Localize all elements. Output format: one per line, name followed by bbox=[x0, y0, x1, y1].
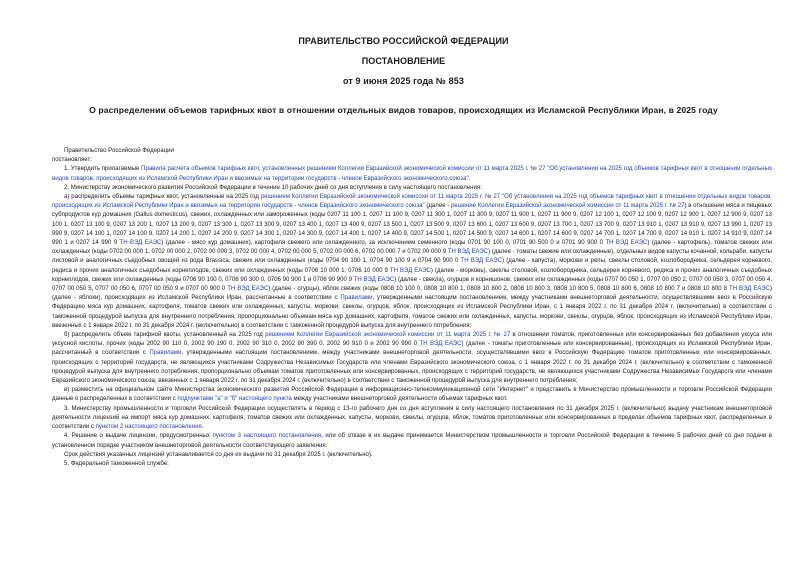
subparagraph-v bbox=[52, 386, 772, 404]
text: ) (далее - картофель), томатов свежих или охлажденных (коды 0702 00 000 1, 0702 00 000 2, 0702 00 000 3, 0702 00 000 4, 0702 00 000 5, 0702 00 000 6, 0702 00 000 7 и 0702 00 000 9 bbox=[52, 240, 772, 256]
text: , утвержденными настоящим постановлением, между участниками внешнеторговой деятельности, осуществлявшими ввоз в Российскую Федерацию мяса кур домашних, картофеля, томатов свежих или охлажденных, капусты, моркови, свеклы, огурцов, яблок, происходящих из Исламской Республики Иран, с 1 января 2022 г. по 31 декабря 2024 г. (включительно) в соответствии с таможенной процедурой выпуска для внутреннего потребления, пропорционально объемам мяса кур домашних, картофеля, томатов свежих или охлажденных, капусты, моркови, свеклы, огурцов, яблок, происходящих из Исламской Республики Иран, ввезенных с 1 января 2022 г. по 31 декабря 2024 г. (включительно) в соответствии с таможенной процедурой выпуска для внутреннего потребления; bbox=[52, 295, 772, 329]
commission-decision-link[interactable]: решением Коллегии Евразийской экономической комиссии от 11 марта 2025 г. № 27 "Об установлении на 2025 год объемов тарифных квот в отношении отдельных видов товаров, происходящих из Исламской Республики Иран и ввозимых на территории государств - членов Евразийского экономического союза" bbox=[52, 194, 772, 210]
text: б) распределить объем тарифной квоты, установленный на 2025 год bbox=[64, 332, 266, 339]
tn-ved-link[interactable]: ТН ВЭД ЕАЭС bbox=[460, 258, 502, 265]
issuing-authority: ПРАВИТЕЛЬСТВО РОССИЙСКОЙ ФЕДЕРАЦИИ bbox=[298, 36, 509, 46]
text: ) (далее - яблоки), происходящих из Исламской Республики Иран, рассчитанные в соответствии с bbox=[52, 286, 772, 302]
paragraph-2: 2. Министерству экономического развития Российской Федерации в течение 10 рабочих дней со дня вступления в силу настоящего постановления: bbox=[64, 184, 482, 191]
resolves-line: постановляет: bbox=[52, 157, 92, 164]
rules-link[interactable]: Правилами bbox=[340, 295, 373, 302]
paragraph-4 bbox=[52, 432, 772, 450]
text: ) (далее - томаты свежие или охлажденные), отдельных видов капусты кочанной, кольраби, капусты листовой и аналогичных съедобных овощей из рода Brassica, свежих или охлажденных (коды 0704 90 100 1, 0704 90 100 9 и 0704 90 900 0 bbox=[52, 249, 773, 265]
paragraph-5: 5. Федеральной таможенной службе: bbox=[64, 460, 169, 467]
rules-link[interactable]: Правилами bbox=[149, 350, 182, 357]
subparagraph-a bbox=[52, 193, 772, 331]
document-body bbox=[52, 147, 772, 469]
text: ) (далее - мясо кур домашних), картофеля свежего или охлажденного, за исключением семенного (коды 0701 90 100 0, 0701 90 500 0 и 0701 90 900 0 bbox=[161, 240, 606, 247]
text: а) распределить объемы тарифных квот, установленные на 2025 год bbox=[64, 194, 261, 201]
text: , утвержденными настоящим постановлением, между участниками внешнеторговой деятельности, осуществлявшими ввоз в Российскую Федерацию томатов приготовленных или консервированных, происходящих с территорий государств, не являющихся участниками Содружества Независимых Государств или членами Евразийского экономического союза, с 1 января 2022 г. по 31 декабря 2024 г. (включительно) в соответствии с таможенной процедурой выпуска для внутреннего потребления, пропорционально объемам томатов приготовленных или консервированных, происходящих с территорий государств, не являющихся участниками Содружества Независимых Государств или членами Евразийского экономического союза, ввезенных с 1 января 2022 г. по 31 декабря 2024 г. (включительно) в соответствии с таможенной процедурой выпуска для внутреннего потребления; bbox=[52, 350, 772, 385]
paragraph-3-link[interactable]: пунктом 3 настоящего постановления bbox=[212, 433, 322, 440]
text: . bbox=[468, 175, 471, 182]
text: ) (далее - томаты приготовленные или консервированные), происходящих из Исламской Республики Иран, рассчитанный в соответствии с bbox=[52, 341, 773, 357]
tn-ved-link[interactable]: ТН ВЭД ЕАЭС bbox=[119, 240, 162, 247]
document-title: О распределении объемов тарифных квот в отношении отдельных видов товаров, происходящих из Исламской Республики Иран, в 2025 году bbox=[89, 105, 718, 115]
text: 4. Решение о выдаче лицензии, предусмотренных bbox=[64, 433, 213, 440]
intro-line: Правительство Российской Федерации bbox=[64, 148, 174, 154]
subparagraphs-link[interactable]: подпунктами "а" и "б" настоящего пункта bbox=[177, 396, 292, 403]
text: , или об отказе в их выдаче принимается Министерством промышленности и торговли Российской Федерации в течение 5 рабочих дней со дня подачи в установленном порядке участником внешнеторговой деятельности соответствующего заявления. bbox=[52, 433, 772, 449]
tn-ved-link[interactable]: ТН ВЭД ЕАЭС bbox=[353, 276, 395, 283]
paragraph-1 bbox=[52, 165, 772, 183]
text: ) (далее - свекла), огурцов и корнишонов, свежих или охлажденных (коды 0707 00 050 1, 0707 00 050 2, 0707 00 050 3, 0707 00 050 4, 0707 00 050 5, 0707 00 050 6, 0707 00 050 9 и 0707 00 900 0 bbox=[52, 276, 773, 293]
commission-decision-link[interactable]: решение Коллегии Евразийской экономической комиссии от 11 марта 2025 г. № 27 bbox=[450, 203, 685, 210]
document-type: ПОСТАНОВЛЕНИЕ bbox=[361, 56, 446, 66]
paragraph-2-link[interactable]: пунктом 2 настоящего постановления bbox=[95, 424, 202, 431]
tn-ved-link[interactable]: ТН ВЭД ЕАЭС bbox=[605, 240, 648, 247]
tn-ved-link[interactable]: ТН ВЭД ЕАЭС bbox=[227, 286, 269, 293]
text: 3. Министерству промышленности и торговли Российской Федерации осуществлять в период с 13-го рабочего дня со дня вступления в силу настоящего постановления по 31 декабря 2025 г. (включительно) выдачу участникам внешнеторговой деятельности лицензий на импорт мяса кур домашних, картофеля, томатов свежих или охлажденных, капусты, моркови, свеклы, огурцов, яблок, томатов приготовленных или консервированных в пределах объемов тарифных квот, распределенных в соответствии с bbox=[52, 405, 772, 431]
text: ) в отношении мяса и пищевых субпродуктов кур домашних (Gallus domesticus), свежих, охлажденных или замороженных (коды 0207 11 100 1, 0207 11 100 9, 0207 11 300 1, 0207 11 300 9, 0207 11 900 1, 0207 11 900 9, 0207 12 100 1, 0207 12 100 9, 0207 12 900 1, 0207 12 900 9, 0207 13 100 1, 0207 13 100 9, 0207 13 200 1, 0207 13 200 9, 0207 13 300 1, 0207 13 300 9, 0207 13 400 1, 0207 13 400 9, 0207 13 500 1, 0207 13 500 9, 0207 13 600 1, 0207 13 600 9, 0207 13 700 1, 0207 13 700 9, 0207 13 910 1, 0207 13 910 9, 0207 13 990 1, 0207 13 990 9, 0207 14 100 1, 0207 14 100 9, 0207 14 200 1, 0207 14 200 9, 0207 14 300 1, 0207 14 300 9, 0207 14 400 1, 0207 14 400 9, 0207 14 500 1, 0207 14 500 9, 0207 14 600 1, 0207 14 600 9, 0207 14 700 1, 0207 14 700 9, 0207 14 910 1, 0207 14 910 9, 0207 14 990 1 и 0207 14 990 9 bbox=[52, 203, 772, 247]
tn-ved-link[interactable]: ТН ВЭД ЕАЭС bbox=[447, 249, 489, 256]
paragraph-3 bbox=[52, 405, 772, 433]
tn-ved-link[interactable]: ТН ВЭД ЕАЭС bbox=[419, 341, 462, 348]
commission-decision-link[interactable]: решением Коллегии Евразийской экономической комиссии от 11 марта 2025 г. № 27 bbox=[265, 332, 511, 339]
text: ) (далее - морковь), свеклы столовой, козлобородника, сельдерея корневого, редиса и прочих аналогичных съедобных корнеплодов, свежих или охлажденных (коды 0706 90 100 0, 0706 90 300 0, 0706 90 900 1 и 0706 90 900 9 bbox=[52, 267, 772, 283]
text: . bbox=[201, 424, 204, 431]
text: между участниками внешнеторговой деятельности объемах тарифных квот. bbox=[291, 396, 508, 403]
license-term-paragraph: Срок действия указанных лицензий устанавливается со дня их выдачи по 31 декабря 2025 г. (включительно). bbox=[64, 451, 373, 458]
text: ) (далее - капуста), моркови и репы, свеклы столовой, козлобородника, сельдерея корневого, редиса и прочих аналогичных съедобных корнеплодов, свежих или охлажденных (коды 0706 10 000 1, 0706 10 000 9 bbox=[52, 258, 772, 274]
subparagraph-b bbox=[52, 331, 772, 386]
rules-link[interactable]: Правила расчета объемов тарифных квот, установленных решением Коллегии Евразийской экономической комиссии от 11 марта 2025 г. № 27 "Об установлении на 2025 год объемов тарифных квот в отношении отдельных видов товаров, происходящих из Исламской Республики Иран и ввозимых на территории государств - членов Евразийского экономического союза" bbox=[52, 166, 772, 182]
tn-ved-link[interactable]: ТН ВЭД ЕАЭС bbox=[729, 286, 770, 293]
text: ) (далее - огурцы), яблок свежих (коды 0808 10 100 0, 0808 10 800 1, 0808 10 800 2, 0808 10 800 3, 0808 10 800 5, 0808 10 800 6, 0808 10 800 7 и 0808 10 800 8 bbox=[268, 286, 729, 293]
text: в отношении томатов, приготовленных или консервированных без добавления уксуса или уксусной кислоты, прочих (коды 2002 90 110 0, 2002 90 190 0, 2002 90 310 0, 2002 90 390 0, 2002 90 910 0 и 2002 90 990 0 bbox=[52, 332, 773, 348]
tn-ved-link[interactable]: ТН ВЭД ЕАЭС bbox=[389, 267, 431, 274]
document-date-number: от 9 июня 2025 года № 853 bbox=[343, 76, 464, 86]
text: (далее - bbox=[424, 203, 451, 210]
text: 1. Утвердить прилагаемые bbox=[64, 166, 142, 173]
text: в) разместить на официальном сайте Министерства экономического развития Российской Федерации в информационно-телекоммуникационной сети "Интернет" и представить в Министерство промышленности и торговли Российской Федерации данные о распределенных в соответствии с bbox=[52, 387, 772, 403]
